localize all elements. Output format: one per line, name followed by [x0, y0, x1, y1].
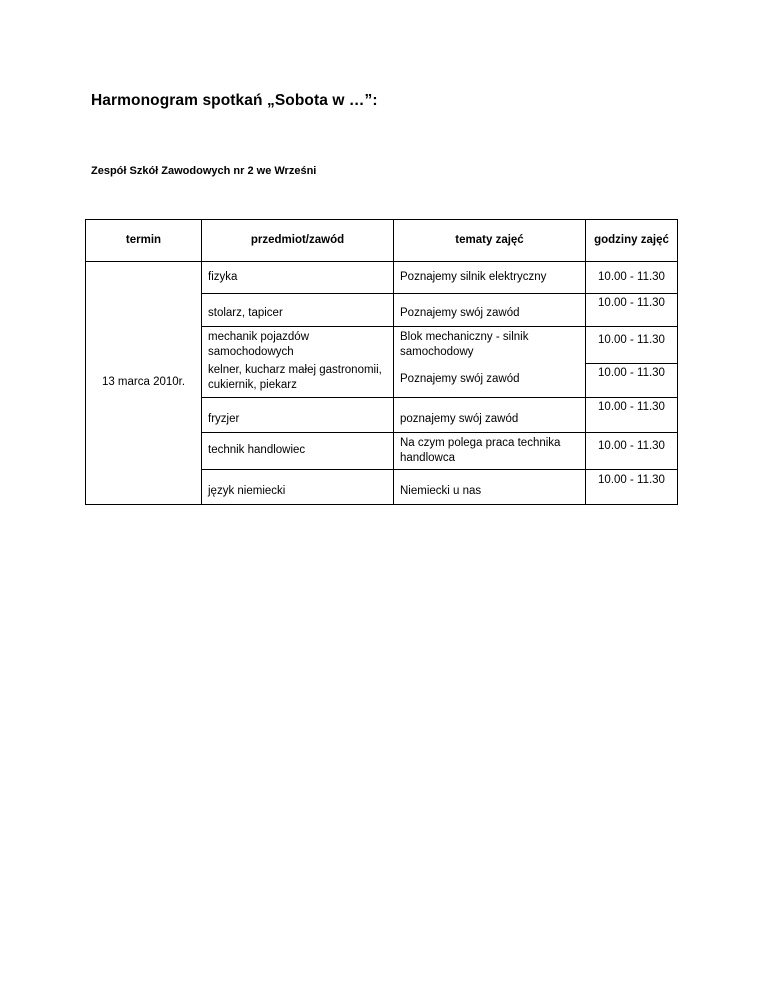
- tematy-cell: Poznajemy swój zawód: [394, 294, 586, 327]
- table-row: [86, 262, 678, 294]
- przedmiot-cell: mechanik pojazdów samochodowych: [202, 327, 394, 364]
- przedmiot-cell: kelner, kucharz małej gastronomii, cukiernik, piekarz: [202, 363, 394, 397]
- table-header-row: [86, 220, 678, 262]
- tematy-cell: Poznajemy silnik elektryczny: [394, 262, 586, 294]
- document-subtitle: Zespół Szkół Zawodowych nr 2 we Wrześni: [91, 165, 317, 177]
- przedmiot-cell: język niemiecki: [202, 469, 394, 504]
- tematy-cell: Poznajemy swój zawód: [394, 363, 586, 397]
- document-title: Harmonogram spotkań „Sobota w …”:: [91, 92, 378, 109]
- przedmiot-cell: fryzjer: [202, 397, 394, 432]
- godziny-cell: 10.00 - 11.30: [586, 469, 678, 504]
- tematy-cell: poznajemy swój zawód: [394, 397, 586, 432]
- godziny-cell: 10.00 - 11.30: [586, 294, 678, 327]
- termin-cell: 13 marca 2010r.: [86, 262, 202, 505]
- tematy-cell: Blok mechaniczny - silnik samochodowy: [394, 327, 586, 364]
- godziny-cell: 10.00 - 11.30: [586, 432, 678, 469]
- tematy-cell: Na czym polega praca technika handlowca: [394, 432, 586, 469]
- przedmiot-cell: fizyka: [202, 262, 394, 294]
- godziny-cell: 10.00 - 11.30: [586, 327, 678, 364]
- header-tematy: tematy zajęć: [394, 220, 586, 262]
- godziny-cell: 10.00 - 11.30: [586, 363, 678, 397]
- header-godziny: godziny zajęć: [586, 220, 678, 262]
- header-termin: termin: [86, 220, 202, 262]
- godziny-cell: 10.00 - 11.30: [586, 397, 678, 432]
- przedmiot-cell: stolarz, tapicer: [202, 294, 394, 327]
- schedule-table: [85, 219, 678, 505]
- header-przedmiot: przedmiot/zawód: [202, 220, 394, 262]
- tematy-cell: Niemiecki u nas: [394, 469, 586, 504]
- godziny-cell: 10.00 - 11.30: [586, 262, 678, 294]
- przedmiot-cell: technik handlowiec: [202, 432, 394, 469]
